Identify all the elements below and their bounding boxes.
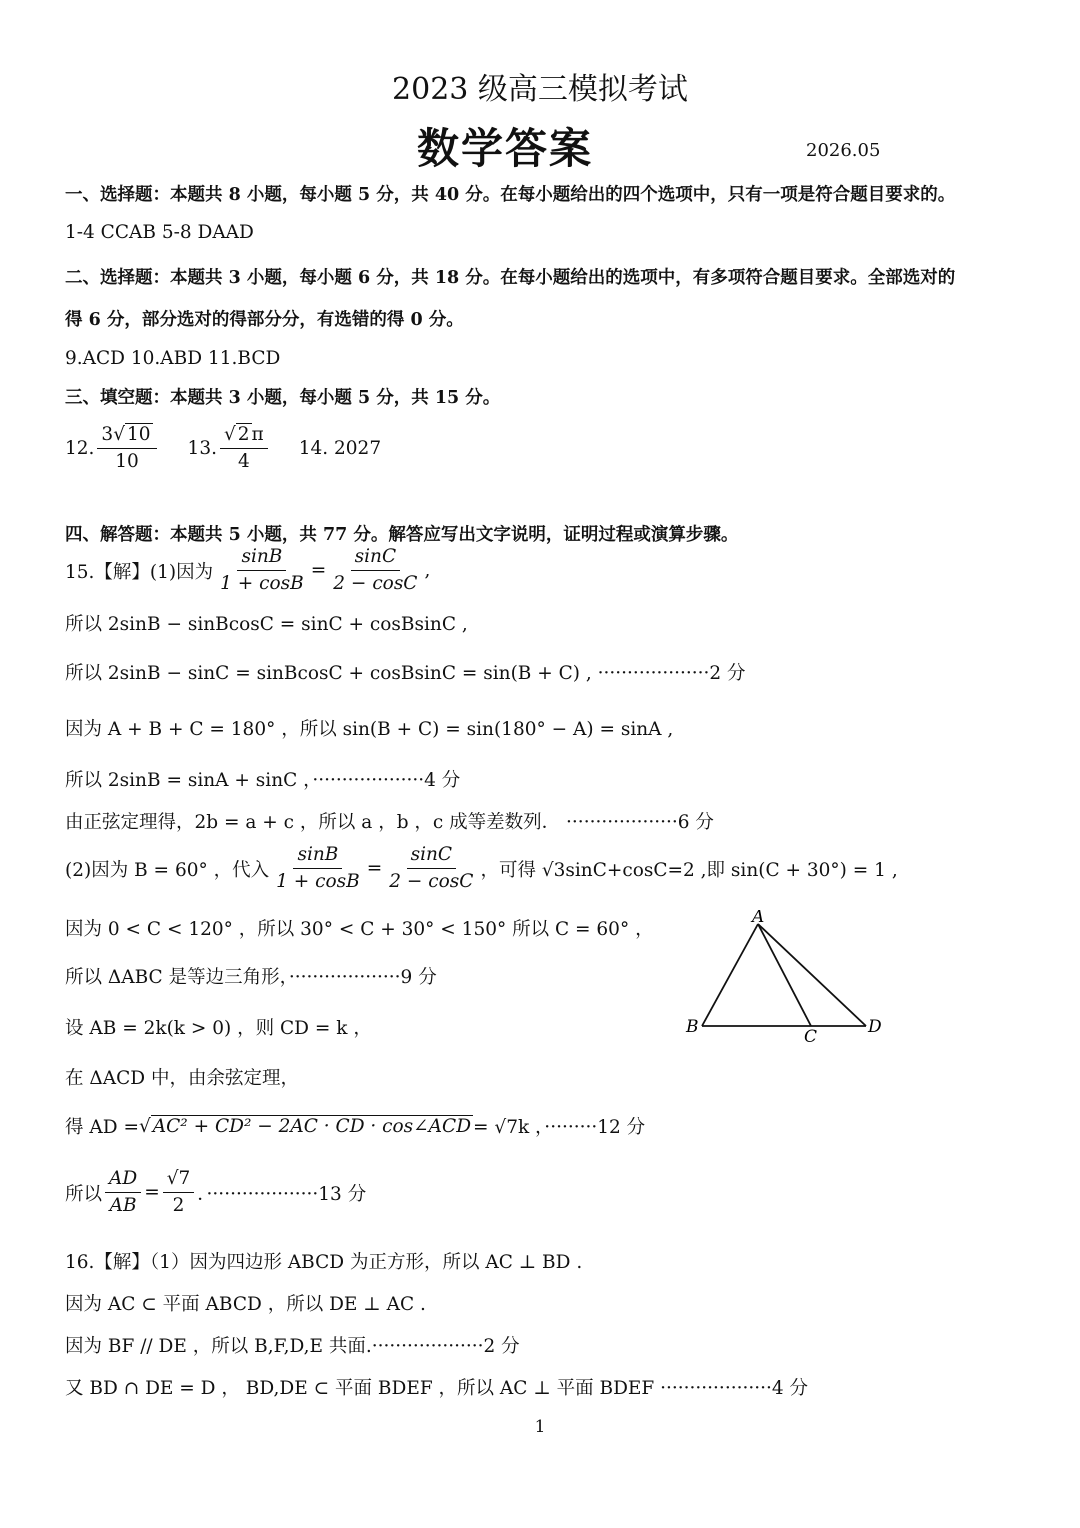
q15-l7-equals: = [366, 858, 383, 880]
q16-line2: 因为 AC ⊂ 平面 ABCD ，所以 DE ⊥ AC . [65, 1294, 426, 1315]
q15-l7-f2-den: 2 − cosC [389, 871, 474, 893]
q12-fraction: $\frac{3√ 10}{10}$ [97, 424, 156, 473]
q15-f2-num: sinC [351, 546, 400, 571]
q15-equals: = [310, 560, 327, 582]
q15-l13-fraction-left [105, 1168, 141, 1217]
section2-heading-line2: 得 6 分，部分选对的得部分分，有选错的得 0 分。 [65, 310, 464, 330]
segment-AB [702, 924, 758, 1026]
q16-line3: 因为 BF // DE ，所以 B,F,D,E 共面.···················2 分 [65, 1336, 520, 1357]
label-B: B [686, 1017, 699, 1037]
q15-line10: 设 AB = 2k(k > 0) ，则 CD = k ， [65, 1018, 372, 1039]
q15-line3: 所以 2sinB − sinC = sinBcosC + cosBsinC = sin(B + C) , ···················2 分 [65, 663, 746, 684]
q15-line7 [65, 844, 898, 893]
q15-line12 [65, 1113, 645, 1139]
q15-comma: , [424, 560, 431, 582]
q15-line6: 由正弦定理得，2b = a + c ，所以 a ，b ，c 成等差数列． ···················6 分 [65, 812, 714, 833]
q15-l7-fraction-right [385, 844, 477, 893]
q15-line9: 所以 ΔABC 是等边三角形，···················9 分 [65, 967, 437, 988]
q15-line7-prefix: (2)因为 B = 60° ，代入 [65, 859, 270, 881]
q15-fraction-right [329, 546, 421, 595]
q14-answer: 14. 2027 [298, 438, 382, 460]
section3-heading: 三、填空题：本题共 3 小题，每小题 5 分，共 15 分。 [65, 388, 501, 408]
answer-subtitle: 数学答案 [416, 124, 593, 173]
q15-line13-prefix: 所以 [65, 1183, 103, 1205]
q12-den: 10 [115, 451, 139, 473]
q15-l13-fraction-right [163, 1168, 195, 1217]
q13-label: 13. [187, 438, 217, 460]
q15-line5: 所以 2sinB = sinA + sinC ，···················4 分 [65, 770, 461, 791]
q15-line12-prefix: 得 AD = [65, 1117, 139, 1138]
q15-l7-f1-num: sinB [293, 844, 342, 869]
q15-line12-radicand: AC² + CD² − 2AC · CD · cos∠ACD [152, 1116, 472, 1137]
q12-label: 12. [65, 438, 95, 460]
q12-num-rad: 10 [127, 424, 151, 445]
q15-l13-rhs-den: 2 [172, 1195, 185, 1217]
q16-line4: 又 BD ∩ DE = D ， BD,DE ⊂ 平面 BDEF ，所以 AC ⊥ 平面 BDEF ···················4 分 [65, 1378, 809, 1399]
q15-l7-fraction-left [272, 844, 364, 893]
triangle-figure [680, 910, 890, 1050]
q13-den: 4 [237, 451, 250, 473]
q15-line1 [65, 546, 430, 595]
section1-answers: 1-4 CCAB 5-8 DAAD [65, 222, 254, 243]
q15-line13 [65, 1168, 366, 1217]
q15-l7-f1-den: 1 + cosB [276, 871, 360, 893]
section2-heading-line1: 二、选择题：本题共 3 小题，每小题 6 分，共 18 分。在每小题给出的选项中，有多项符合题目要求。全部选对的 [65, 268, 956, 288]
exam-date: 2026.05 [806, 140, 881, 161]
q15-line11: 在 ΔACD 中，由余弦定理， [65, 1068, 299, 1089]
q15-f1-num: sinB [237, 546, 286, 571]
page-number: 1 [534, 1417, 546, 1437]
fill-in-answers [65, 424, 381, 473]
q13-num-rad: 2 [237, 424, 250, 445]
q15-line12-suffix: = √7k ，·········12 分 [473, 1117, 646, 1138]
q13-num-tail: π [251, 424, 264, 445]
q15-l13-equals: = [144, 1182, 160, 1204]
q15-line1-prefix: 15.【解】(1)因为 [65, 561, 214, 583]
q15-l13-num: AD [105, 1168, 141, 1193]
q15-l7-f2-num: sinC [407, 844, 456, 869]
q12-num-coef: 3 [101, 424, 114, 445]
label-C: C [804, 1027, 818, 1047]
section4-heading: 四、解答题：本题共 5 小题，共 77 分。解答应写出文字说明，证明过程或演算步骤。 [65, 525, 739, 545]
segment-AD [758, 924, 866, 1026]
q15-f1-den: 1 + cosB [220, 573, 304, 595]
label-D: D [868, 1017, 882, 1037]
q15-line13-suffix: ．···················13 分 [197, 1183, 367, 1205]
section1-heading: 一、选择题：本题共 8 小题，每小题 5 分，共 40 分。在每小题给出的四个选项中，只有一项是符合题目要求的。 [65, 185, 956, 205]
q15-f2-den: 2 − cosC [333, 573, 418, 595]
q16-line1: 16.【解】（1）因为四边形 ABCD 为正方形，所以 AC ⊥ BD . [65, 1252, 583, 1273]
q15-line4: 因为 A + B + C = 180° ，所以 sin(B + C) = sin(180° − A) = sinA , [65, 719, 674, 740]
label-A: A [752, 910, 765, 927]
exam-title: 2023 级高三模拟考试 [392, 72, 688, 107]
q15-l13-den: AB [109, 1195, 137, 1217]
segment-AC [758, 924, 811, 1026]
sqrt-sign: √ [138, 1115, 151, 1137]
q15-line8: 因为 0 < C < 120° ，所以 30° < C + 30° < 150° 所以 C = 60° ， [65, 919, 654, 940]
q13-fraction: $\frac{√ 2 \pi}{4}$ [220, 424, 268, 473]
section2-answers: 9.ACD 10.ABD 11.BCD [65, 348, 281, 369]
q15-line2: 所以 2sinB − sinBcosC = sinC + cosBsinC , [65, 614, 468, 635]
q15-fraction-left [216, 546, 308, 595]
q15-l13-rhs-num: √7 [163, 1168, 195, 1193]
q15-line7-suffix: ，可得 √3sinC+cosC=2 ,即 sin(C + 30°) = 1 , [480, 859, 898, 881]
